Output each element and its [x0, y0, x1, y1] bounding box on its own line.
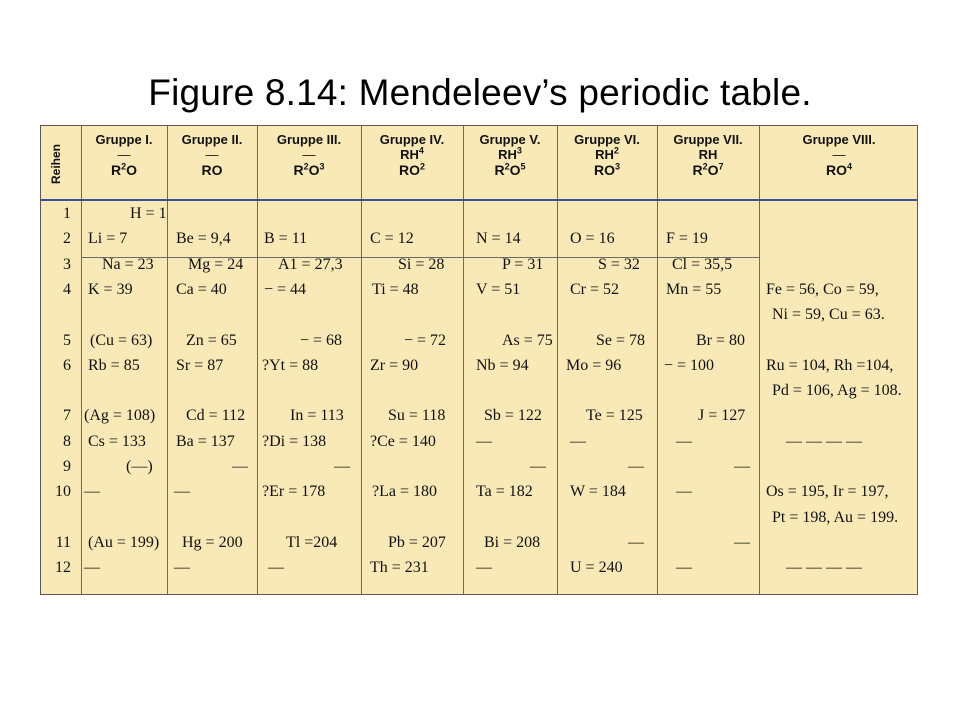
element-cell: Ba = 137	[176, 432, 235, 450]
element-cell: Cl = 35,5	[672, 255, 733, 273]
row-number: 5	[63, 331, 71, 349]
column-divider	[257, 126, 258, 594]
group-header	[657, 132, 759, 179]
element-cell: Ni = 59, Cu = 63.	[772, 306, 885, 324]
element-cell: A1 = 27,3	[278, 255, 343, 273]
element-cell: Te = 125	[586, 407, 643, 425]
element-cell: P = 31	[502, 255, 544, 273]
element-cell: ?La = 180	[372, 483, 437, 501]
group-hydride: RH	[698, 147, 718, 162]
group-oxide: $RO^4$	[825, 161, 852, 178]
element-cell: Pb = 207	[388, 533, 446, 551]
element-cell: Sb = 122	[484, 407, 542, 425]
element-cell: —	[334, 458, 350, 475]
element-cell: Be = 9,4	[176, 230, 231, 248]
group-hydride: $RH^2$	[595, 145, 619, 162]
element-cell: —	[268, 559, 284, 577]
element-cell: Na = 23	[102, 255, 154, 273]
element-cell: K = 39	[88, 280, 133, 298]
element-cell: Se = 78	[596, 331, 646, 349]
group-name: Gruppe III.	[276, 132, 342, 147]
group-header	[361, 132, 463, 179]
column-divider	[361, 126, 362, 594]
element-cell: Cd = 112	[186, 407, 246, 425]
element-cell: —	[676, 483, 692, 501]
element-cell: Mn = 55	[666, 280, 722, 298]
element-cell: —	[174, 559, 190, 577]
group-oxide: $RO^2$	[398, 161, 425, 178]
element-cell: —	[84, 483, 100, 501]
element-cell: Ru = 104, Rh =104,	[766, 356, 894, 374]
group-oxide: RO	[201, 162, 223, 178]
element-cell: Fe = 56, Co = 59,	[766, 280, 879, 298]
element-cell: N = 14	[476, 230, 521, 248]
element-cell: —	[676, 559, 692, 577]
group-oxide: $R^2O^5$	[494, 161, 526, 178]
element-cell: Os = 195, Ir = 197,	[766, 483, 889, 501]
element-cell: Ti = 48	[372, 280, 419, 298]
element-cell: —	[476, 432, 492, 450]
element-cell: F = 19	[666, 230, 708, 248]
element-cell: — — — —	[786, 559, 862, 577]
element-cell: Pt = 198, Au = 199.	[772, 508, 899, 526]
element-cell: ?Di = 138	[262, 432, 327, 450]
group-hydride: —	[205, 147, 219, 162]
group-name: Gruppe I.	[95, 132, 153, 147]
element-cell: Mo = 96	[566, 356, 622, 374]
element-cell: Cs = 133	[88, 432, 146, 450]
row-number: 1	[63, 205, 71, 222]
group-hydride: —	[832, 147, 846, 162]
row-number: 6	[63, 356, 71, 374]
element-cell: —	[174, 483, 190, 501]
row-number: 11	[55, 533, 71, 551]
row-number: 9	[63, 458, 71, 475]
element-cell: —	[628, 533, 644, 551]
group-header	[257, 132, 361, 179]
element-cell: S = 32	[598, 255, 640, 273]
row-number: 12	[55, 559, 71, 577]
element-cell: − = 68	[300, 331, 343, 349]
element-cell: O = 16	[570, 230, 615, 248]
row-number: 2	[63, 230, 71, 248]
element-cell: C = 12	[370, 230, 414, 248]
element-cell: —	[676, 432, 692, 450]
element-cell: Bi = 208	[484, 533, 541, 551]
element-cell: As = 75	[502, 331, 553, 349]
element-cell: —	[570, 432, 586, 450]
group-name: Gruppe VII.	[673, 132, 743, 147]
reihen-header: Reihen	[49, 143, 64, 185]
element-cell: Mg = 24	[188, 255, 244, 273]
element-cell: Hg = 200	[182, 533, 243, 551]
element-cell: —	[628, 458, 644, 475]
element-cell: Tl =204	[286, 533, 338, 551]
element-cell: Sr = 87	[176, 356, 224, 374]
column-divider	[167, 126, 168, 594]
row-number: 8	[63, 432, 71, 450]
element-cell: Li = 7	[88, 230, 128, 248]
element-cell: (Au = 199)	[88, 533, 160, 551]
group-oxide: $R^2O^7$	[692, 161, 724, 178]
element-cell: B = 11	[264, 230, 308, 248]
group-header	[81, 132, 167, 179]
column-divider	[759, 126, 760, 594]
column-divider	[81, 126, 82, 594]
element-cell: Zr = 90	[370, 356, 419, 374]
element-cell: Rb = 85	[88, 356, 140, 374]
element-cell: Th = 231	[370, 559, 429, 577]
element-cell: V = 51	[476, 280, 521, 298]
element-cell: U = 240	[570, 559, 623, 577]
element-cell: —	[476, 559, 492, 577]
element-cell: − = 100	[664, 356, 715, 374]
element-cell: Nb = 94	[476, 356, 529, 374]
element-cell: (Cu = 63)	[90, 331, 153, 349]
element-cell: —	[232, 458, 248, 475]
element-cell: Ca = 40	[176, 280, 227, 298]
group-name: Gruppe V.	[479, 132, 541, 147]
column-divider	[557, 126, 558, 594]
element-cell: Su = 118	[388, 407, 446, 425]
header-rule	[41, 199, 917, 201]
element-cell: J = 127	[698, 407, 746, 425]
element-cell: H = 1	[130, 205, 167, 222]
group-name: Gruppe II.	[181, 132, 243, 147]
row-number: 10	[55, 483, 71, 501]
group-oxide: $R^2O$	[110, 161, 138, 178]
element-cell: Ta = 182	[476, 483, 533, 501]
element-cell: — — — —	[786, 432, 862, 450]
element-cell: Pd = 106, Ag = 108.	[772, 382, 902, 400]
element-cell: ?Ce = 140	[370, 432, 436, 450]
element-cell: − = 44	[264, 280, 307, 298]
element-cell: In = 113	[290, 407, 344, 425]
group-hydride: $RH^4$	[400, 145, 424, 162]
element-cell: W = 184	[570, 483, 626, 501]
column-divider	[657, 126, 658, 594]
element-cell: —	[530, 458, 546, 475]
group-name: Gruppe VI.	[574, 132, 640, 147]
column-divider	[463, 126, 464, 594]
group-header	[167, 132, 257, 179]
slide-title: Figure 8.14: Mendeleev’s periodic table.	[148, 72, 812, 113]
element-cell: (—)	[126, 458, 153, 475]
element-cell: —	[734, 533, 750, 551]
group-name: Gruppe VIII.	[802, 132, 876, 147]
element-cell: ?Er = 178	[262, 483, 326, 501]
element-cell: —	[84, 559, 100, 577]
element-cell: —	[734, 458, 750, 475]
row-number: 3	[63, 255, 71, 273]
element-cell: Br = 80	[696, 331, 746, 349]
group-header	[759, 132, 919, 179]
group-header	[463, 132, 557, 179]
element-cell: − = 72	[404, 331, 447, 349]
element-cell: ?Yt = 88	[262, 356, 319, 374]
group-name: Gruppe IV.	[379, 132, 445, 147]
element-cell: Cr = 52	[570, 280, 620, 298]
group-hydride: —	[302, 147, 316, 162]
row-number: 4	[63, 280, 71, 298]
group-oxide: $R^2O^3$	[293, 161, 325, 178]
element-cell: Si = 28	[398, 255, 445, 273]
group-header	[557, 132, 657, 179]
group-oxide: $RO^3$	[593, 161, 620, 178]
group-hydride: $RH^3$	[498, 145, 522, 162]
element-cell: Zn = 65	[186, 331, 237, 349]
group-hydride: —	[117, 147, 131, 162]
element-cell: (Ag = 108)	[84, 407, 156, 425]
periodic-table	[40, 125, 918, 595]
row-number: 7	[63, 407, 71, 425]
